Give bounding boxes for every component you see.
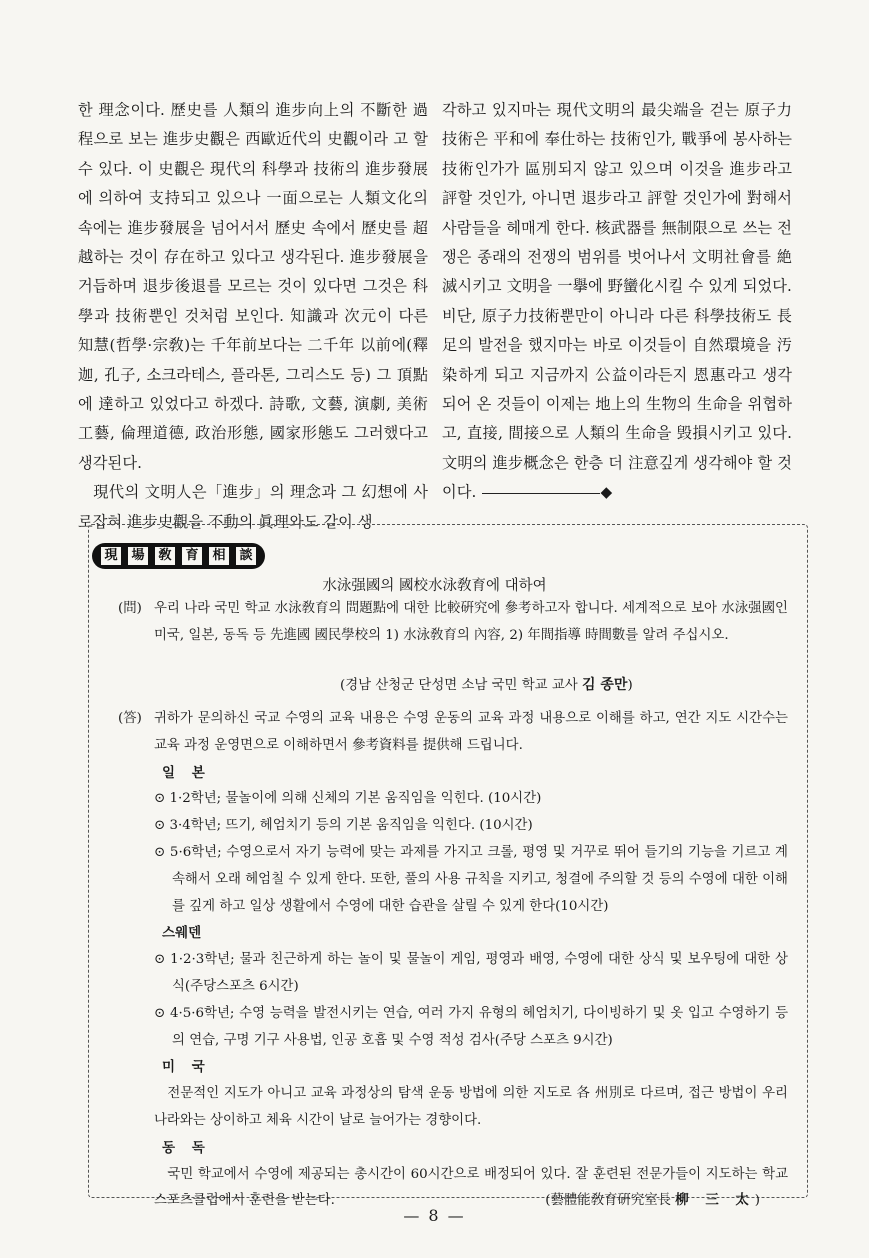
country-east-germany: 동 독: [162, 1139, 211, 1156]
japan-item: ⊙ 5·6학년; 수영으로서 자기 능력에 맞는 과제를 가지고 크롤, 평영 및 거꾸로 뛰어 들기의 기능을 기르고 계속해서 오래 헤엄칠 수 있게 한다. 또한, 풀의 사용 규칙을 지키고, 청결에 주의할 것 등의 수영에 대한 이해를 깊게 하고 일상 생활에서 수영에 대한 습관을 살릴 수 있게 한다(10시간): [154, 844, 788, 914]
badge-char: 現: [100, 546, 122, 566]
badge-char: 敎: [154, 546, 176, 566]
right-column: [442, 96, 792, 508]
badge-char: 談: [235, 546, 257, 566]
east-germany-body: 국민 학교에서 수영에 제공되는 총시간이 60시간으로 배정되어 있다. 잘 훈련된 전문가들이 지도하는 학교 스포츠클럽에서 훈련을 받는다.: [154, 1166, 788, 1209]
section-title: 水泳强國의 國校水泳敎育에 대하여: [322, 578, 547, 594]
author-name: 柳 三 太: [675, 1193, 755, 1209]
end-rule: [482, 493, 600, 494]
author-org: (藝體能敎育硏究室長: [545, 1193, 671, 1209]
answer-intro: 귀하가 문의하신 국교 수영의 교육 내용은 수영 운동의 교육 과정 내용으로 이해를 하고, 연간 지도 시간수는 교육 과정 운영면으로 이해하면서 參考資料를 提供해 드립니다.: [154, 711, 788, 753]
page-number: — 8 —: [403, 1206, 466, 1225]
japan-item: ⊙ 3·4학년; 뜨기, 헤엄치기 등의 기본 움직임을 익힌다. (10시간): [154, 818, 533, 834]
sweden-item: ⊙ 4·5·6학년; 수영 능력을 발전시키는 연습, 여러 가지 유형의 헤엄치기, 다이빙하기 및 옷 입고 수영하기 등의 연습, 구명 기구 사용법, 인공 호흡 및 수영 적성 검사(주당 스포츠 9시간): [154, 1005, 788, 1048]
answer-block: [118, 706, 788, 1215]
section-badge: [92, 543, 265, 569]
answer-label: (答): [118, 711, 142, 726]
country-usa: 미 국: [162, 1059, 211, 1076]
country-japan: 일 본: [162, 764, 211, 781]
left-paragraph-2: 現代의 文明人은「進步」의 理念과 그 幻想에 사로잡혀 進步史觀을 不動의 眞理와도 같이 생: [78, 483, 428, 531]
author-close: ): [754, 1193, 760, 1209]
question-text: 우리 나라 국민 학교 水泳敎育의 問題點에 대한 比較硏究에 參考하고자 합니다. 세계적으로 보아 水泳强國인 미국, 일본, 동독 등 先進國 國民學校의 1) 水泳敎育의 內容, 2) 年間指導 時間數를 알려 주십시오.: [154, 601, 788, 643]
answer-body: [154, 706, 788, 1215]
sender-close: ): [627, 678, 633, 693]
badge-char: 場: [127, 546, 149, 566]
right-paragraph-1: [442, 96, 792, 508]
sweden-item: ⊙ 1·2·3학년; 물과 친근하게 하는 놀이 및 물놀이 게임, 평영과 배영, 수영에 대한 상식 및 보우팅에 대한 상식(주당스포츠 6시간): [154, 952, 788, 994]
right-paragraph-text: 각하고 있지마는 現代文明의 最尖端을 걷는 原子力技術은 平和에 奉仕하는 技術인가, 戰爭에 봉사하는 技術인가가 區別되지 않고 있으며 이것을 進步라고 評할 것인가, 아니면 退步라고 評할 것인가에 對해서 사람들을 헤매게 한다. 核武器를 無制限으로 쓰는 전쟁은 종래의 전쟁의 범위를 벗어나서 文明社會를 絶滅시키고 文明을 一擧에 野蠻化시킬 수 있게 되었다. 비단, 原子力技術뿐만이 아니라 다른 科學技術도 長足의 발전을 했지마는 바로 이것들이 自然環境을 汚染하게 되고 지금까지 公益이라든지 恩惠라고 생각되어 온 것들이 이제는 地上의 生物의 生命을 위협하고, 直接, 間接으로 人類의 生命을 毁損시키고 있다. 文明의 進步概念은 한층 더 注意깊게 생각해야 할 것이다.: [442, 101, 792, 502]
question-block: [118, 596, 788, 650]
country-sweden: 스웨덴: [162, 925, 202, 942]
badge-char: 育: [181, 546, 203, 566]
left-column: [78, 96, 428, 537]
sender-place: (경남 산청군 단성면 소남 국민 학교 교사: [340, 678, 578, 693]
question-sender: [340, 674, 633, 694]
question-label: (問): [118, 601, 142, 616]
left-paragraph-1: 한 理念이다. 歷史를 人類의 進步向上의 不斷한 過程으로 보는 進步史觀은 西歐近代의 史觀이라 고 할 수 있다. 이 史觀은 現代의 科學과 技術의 進步發展에 의하여 支持되고 있으나 一面으로는 人類文化의 속에는 進步發展을 넘어서서 歷史 속에서 歷史를 超越하는 것이 存在하고 있다고 생각된다. 進步發展을 거듭하며 退步後退를 모르는 것이 있다면 그것은 科學과 技術뿐인 것처럼 보인다. 知識과 次元이 다른 知慧(哲學·宗敎)는 千年前보다는 二千年 以前에(釋迦, 孔子, 소크라테스, 플라톤, 그리스도 등) 그 頂點에 達하고 있었다고 하겠다. 詩歌, 文藝, 演劇, 美術工藝, 倫理道德, 政治形態, 國家形態도 그러했다고 생각된다.: [78, 101, 428, 472]
japan-item: ⊙ 1·2학년; 물놀이에 의해 신체의 기본 움직임을 익힌다. (10시간): [154, 791, 542, 807]
usa-text: 전문적인 지도가 아니고 교육 과정상의 탐색 운동 방법에 의한 지도로 各 州別로 다르며, 접근 방법이 우리 나라와는 상이하고 체육 시간이 날로 늘어가는 경향이다.: [154, 1086, 788, 1128]
badge-char: 相: [208, 546, 230, 566]
end-diamond-icon: ◆: [600, 483, 613, 502]
sender-name: 김 종만: [582, 677, 628, 693]
